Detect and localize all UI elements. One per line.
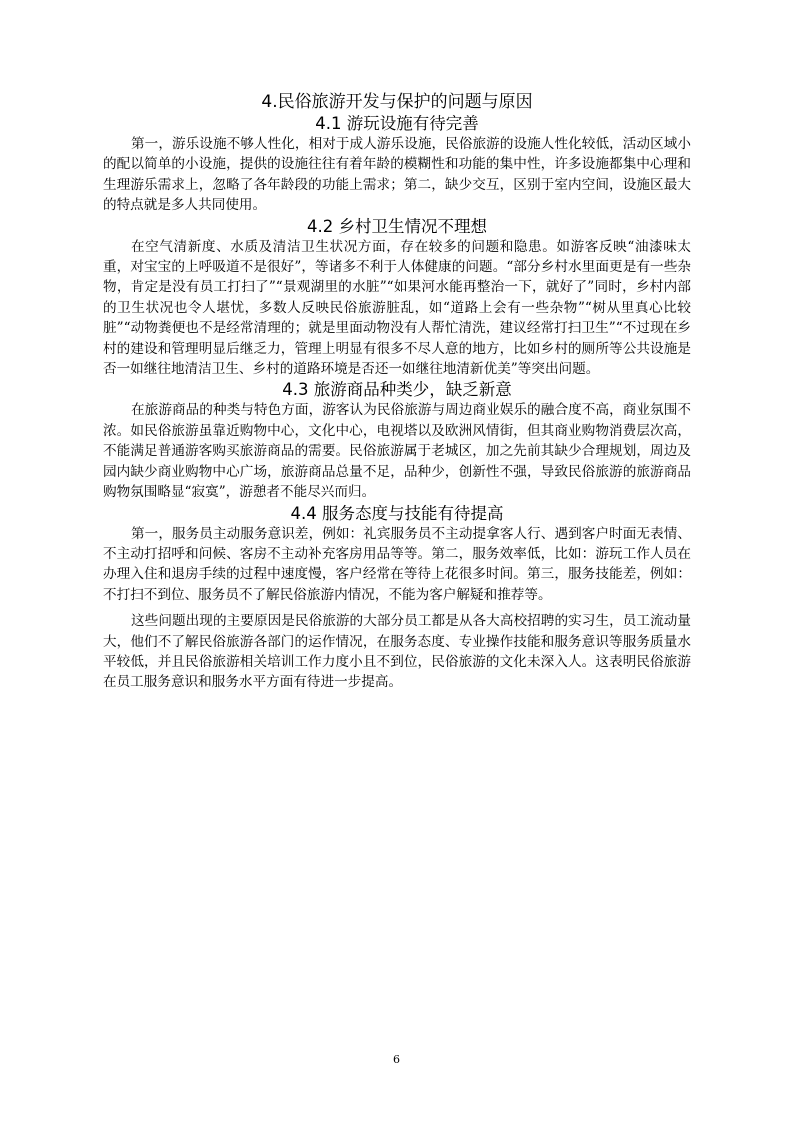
section-4-2-paragraph: 在空气清新度、水质及清洁卫生状况方面，存在较多的问题和隐患。如游客反映“油漆味太重，对宝宝的上呼吸道不是很好”，等诸多不利于人体健康的问题。“部分乡村水里面更是有一些杂物，肯定是没有员工打扫了”“景观湖里的水脏”“如果河水能再整治一下，就好了”同时，乡村内部的卫生状况也令人堪忧，多数人反映民俗旅游脏乱，如“道路上会有一些杂物”“树从里真心比较脏”“动物粪便也不是经常清理的；就是里面动物没有人帮忙清洗，建议经常打扫卫生”“不过现在乡村的建设和管理明显后继乏力，管理上明显有很多不尽人意的地方，比如乡村的厕所等公共设施是否一如继往地清洁卫生、乡村的道路环境是否还一如继往地清新优美”等突出问题。 (103, 238, 691, 378)
section-4-4-paragraph-1: 第一，服务员主动服务意识差，例如：礼宾服务员不主动提拿客人行、遇到客户时面无表情、不主动打招呼和问候、客房不主动补充客房用品等等。第二，服务效率低，比如：游玩工作人员在办理入住和退房手续的过程中速度慢，客户经常在等待上花很多时间。第三，服务技能差，例如：不打扫不到位、服务员不了解民俗旅游内情况，不能为客户解疑和推荐等。 (103, 525, 691, 603)
section-heading-4-2: 4.2 乡村卫生情况不理想 (307, 216, 487, 236)
section-heading-4-1: 4.1 游玩设施有待完善 (315, 114, 479, 133)
section-4-4-paragraph-2: 这些问题出现的主要原因是民俗旅游的大部分员工都是从各大高校招聘的实习生，员工流动量大，他们不了解民俗旅游各部门的运作情况，在服务态度、专业操作技能和服务意识等服务质量水平较低，并且民俗旅游相关培训工作力度小且不到位，民俗旅游的文化未深入人。这表明民俗旅游在员工服务意识和服务水平方面有待进一步提高。 (103, 613, 691, 691)
section-4-1-paragraph: 第一，游乐设施不够人性化，相对于成人游乐设施，民俗旅游的设施人性化较低，活动区域小的配以简单的小设施，提供的设施往往有着年龄的模糊性和功能的集中性，许多设施都集中心理和生理游乐需求上，忽略了各年龄段的功能上需求；第二，缺少交互，区别于室内空间，设施区最大的特点就是多人共同使用。 (103, 136, 691, 214)
page-content (103, 92, 691, 693)
section-heading-4-4: 4.4 服务态度与技能有待提高 (290, 503, 504, 523)
page-number: 6 (393, 1053, 400, 1066)
section-4-3-paragraph: 在旅游商品的种类与特色方面，游客认为民俗旅游与周边商业娱乐的融合度不高，商业氛围不浓。如民俗旅游虽靠近购物中心，文化中心，电视塔以及欧洲风情街，但其商业购物消费层次高，不能满足普通游客购买旅游商品的需要。民俗旅游属于老城区，加之先前其缺少合理规划，周边及园内缺少商业购物中心广场，旅游商品总量不足，品种少，创新性不强，导致民俗旅游的旅游商品购物氛围略显“寂寞”，游憩者不能尽兴而归。 (103, 402, 691, 501)
section-heading-4-3: 4.3 旅游商品种类少，缺乏新意 (282, 380, 512, 400)
chapter-title: 4.民俗旅游开发与保护的问题与原因 (261, 92, 533, 112)
